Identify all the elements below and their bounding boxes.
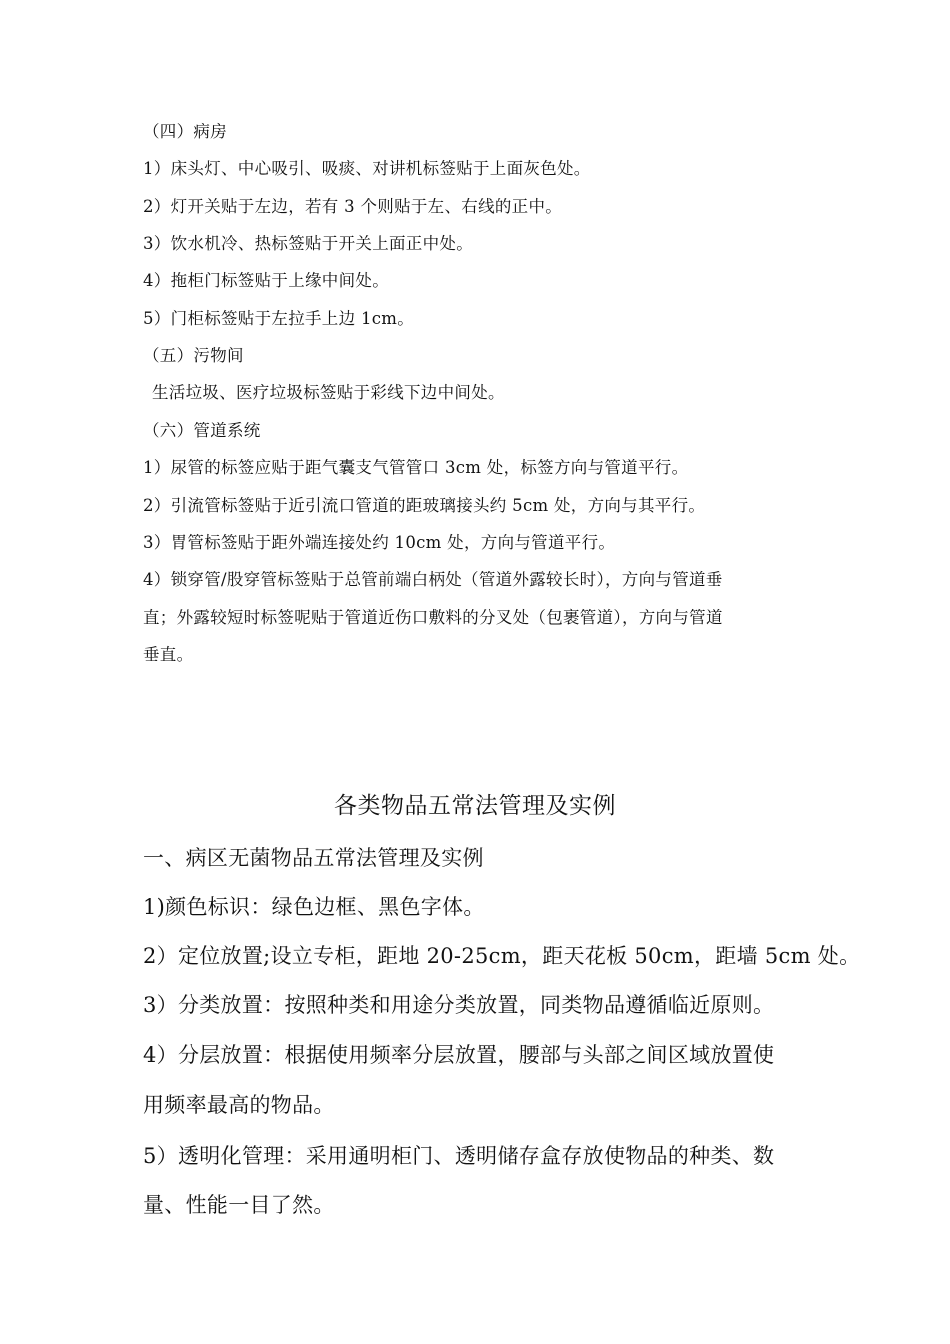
text-line: 4）分层放置：根据使用频率分层放置，腰部与头部之间区域放置使 bbox=[143, 1043, 775, 1067]
text-line: 生活垃圾、医疗垃圾标签贴于彩线下边中间处。 bbox=[152, 383, 505, 402]
text-line: 直；外露较短时标签呢贴于管道近伤口敷料的分叉处（包裹管道），方向与管道 bbox=[143, 608, 723, 627]
text-line: 用频率最高的物品。 bbox=[143, 1093, 335, 1117]
text-line: 3）分类放置：按照种类和用途分类放置，同类物品遵循临近原则。 bbox=[143, 993, 775, 1017]
text-line: 3）饮水机冷、热标签贴于开关上面正中处。 bbox=[143, 234, 473, 253]
text-line: 4）锁穿管/股穿管标签贴于总管前端白柄处（管道外露较长时），方向与管道垂 bbox=[143, 570, 723, 589]
text-line: 1)颜色标识：绿色边框、黑色字体。 bbox=[143, 895, 485, 919]
text-line: 1）尿管的标签应贴于距气囊支气管管口 3cm 处，标签方向与管道平行。 bbox=[143, 458, 689, 477]
text-line: 量、性能一目了然。 bbox=[143, 1193, 335, 1217]
subsection-heading-pipe-system: （六）管道系统 bbox=[143, 421, 261, 440]
section-title: 各类物品五常法管理及实例 bbox=[334, 793, 616, 819]
text-line: 2）定位放置;设立专柜，距地 20-25cm，距天花板 50cm，距墙 5cm 处。 bbox=[143, 944, 861, 968]
text-line: 4）拖柜门标签贴于上缘中间处。 bbox=[143, 271, 389, 290]
text-line: 1）床头灯、中心吸引、吸痰、对讲机标签贴于上面灰色处。 bbox=[143, 159, 591, 178]
text-line: 3）胃管标签贴于距外端连接处约 10cm 处，方向与管道平行。 bbox=[143, 533, 616, 552]
text-line: 2）引流管标签贴于近引流口管道的距玻璃接头约 5cm 处，方向与其平行。 bbox=[143, 496, 706, 515]
subsection-heading-dirty-room: （五）污物间 bbox=[143, 346, 244, 365]
text-line: 垂直。 bbox=[143, 645, 194, 664]
text-line: 2）灯开关贴于左边，若有 3 个则贴于左、右线的正中。 bbox=[143, 197, 563, 216]
text-line: 5）透明化管理：采用通明柜门、透明储存盒存放使物品的种类、数 bbox=[143, 1144, 775, 1168]
section-heading: 一、病区无菌物品五常法管理及实例 bbox=[143, 846, 484, 870]
subsection-heading-ward: （四）病房 bbox=[143, 122, 227, 141]
text-line: 5）门柜标签贴于左拉手上边 1cm。 bbox=[143, 309, 415, 328]
